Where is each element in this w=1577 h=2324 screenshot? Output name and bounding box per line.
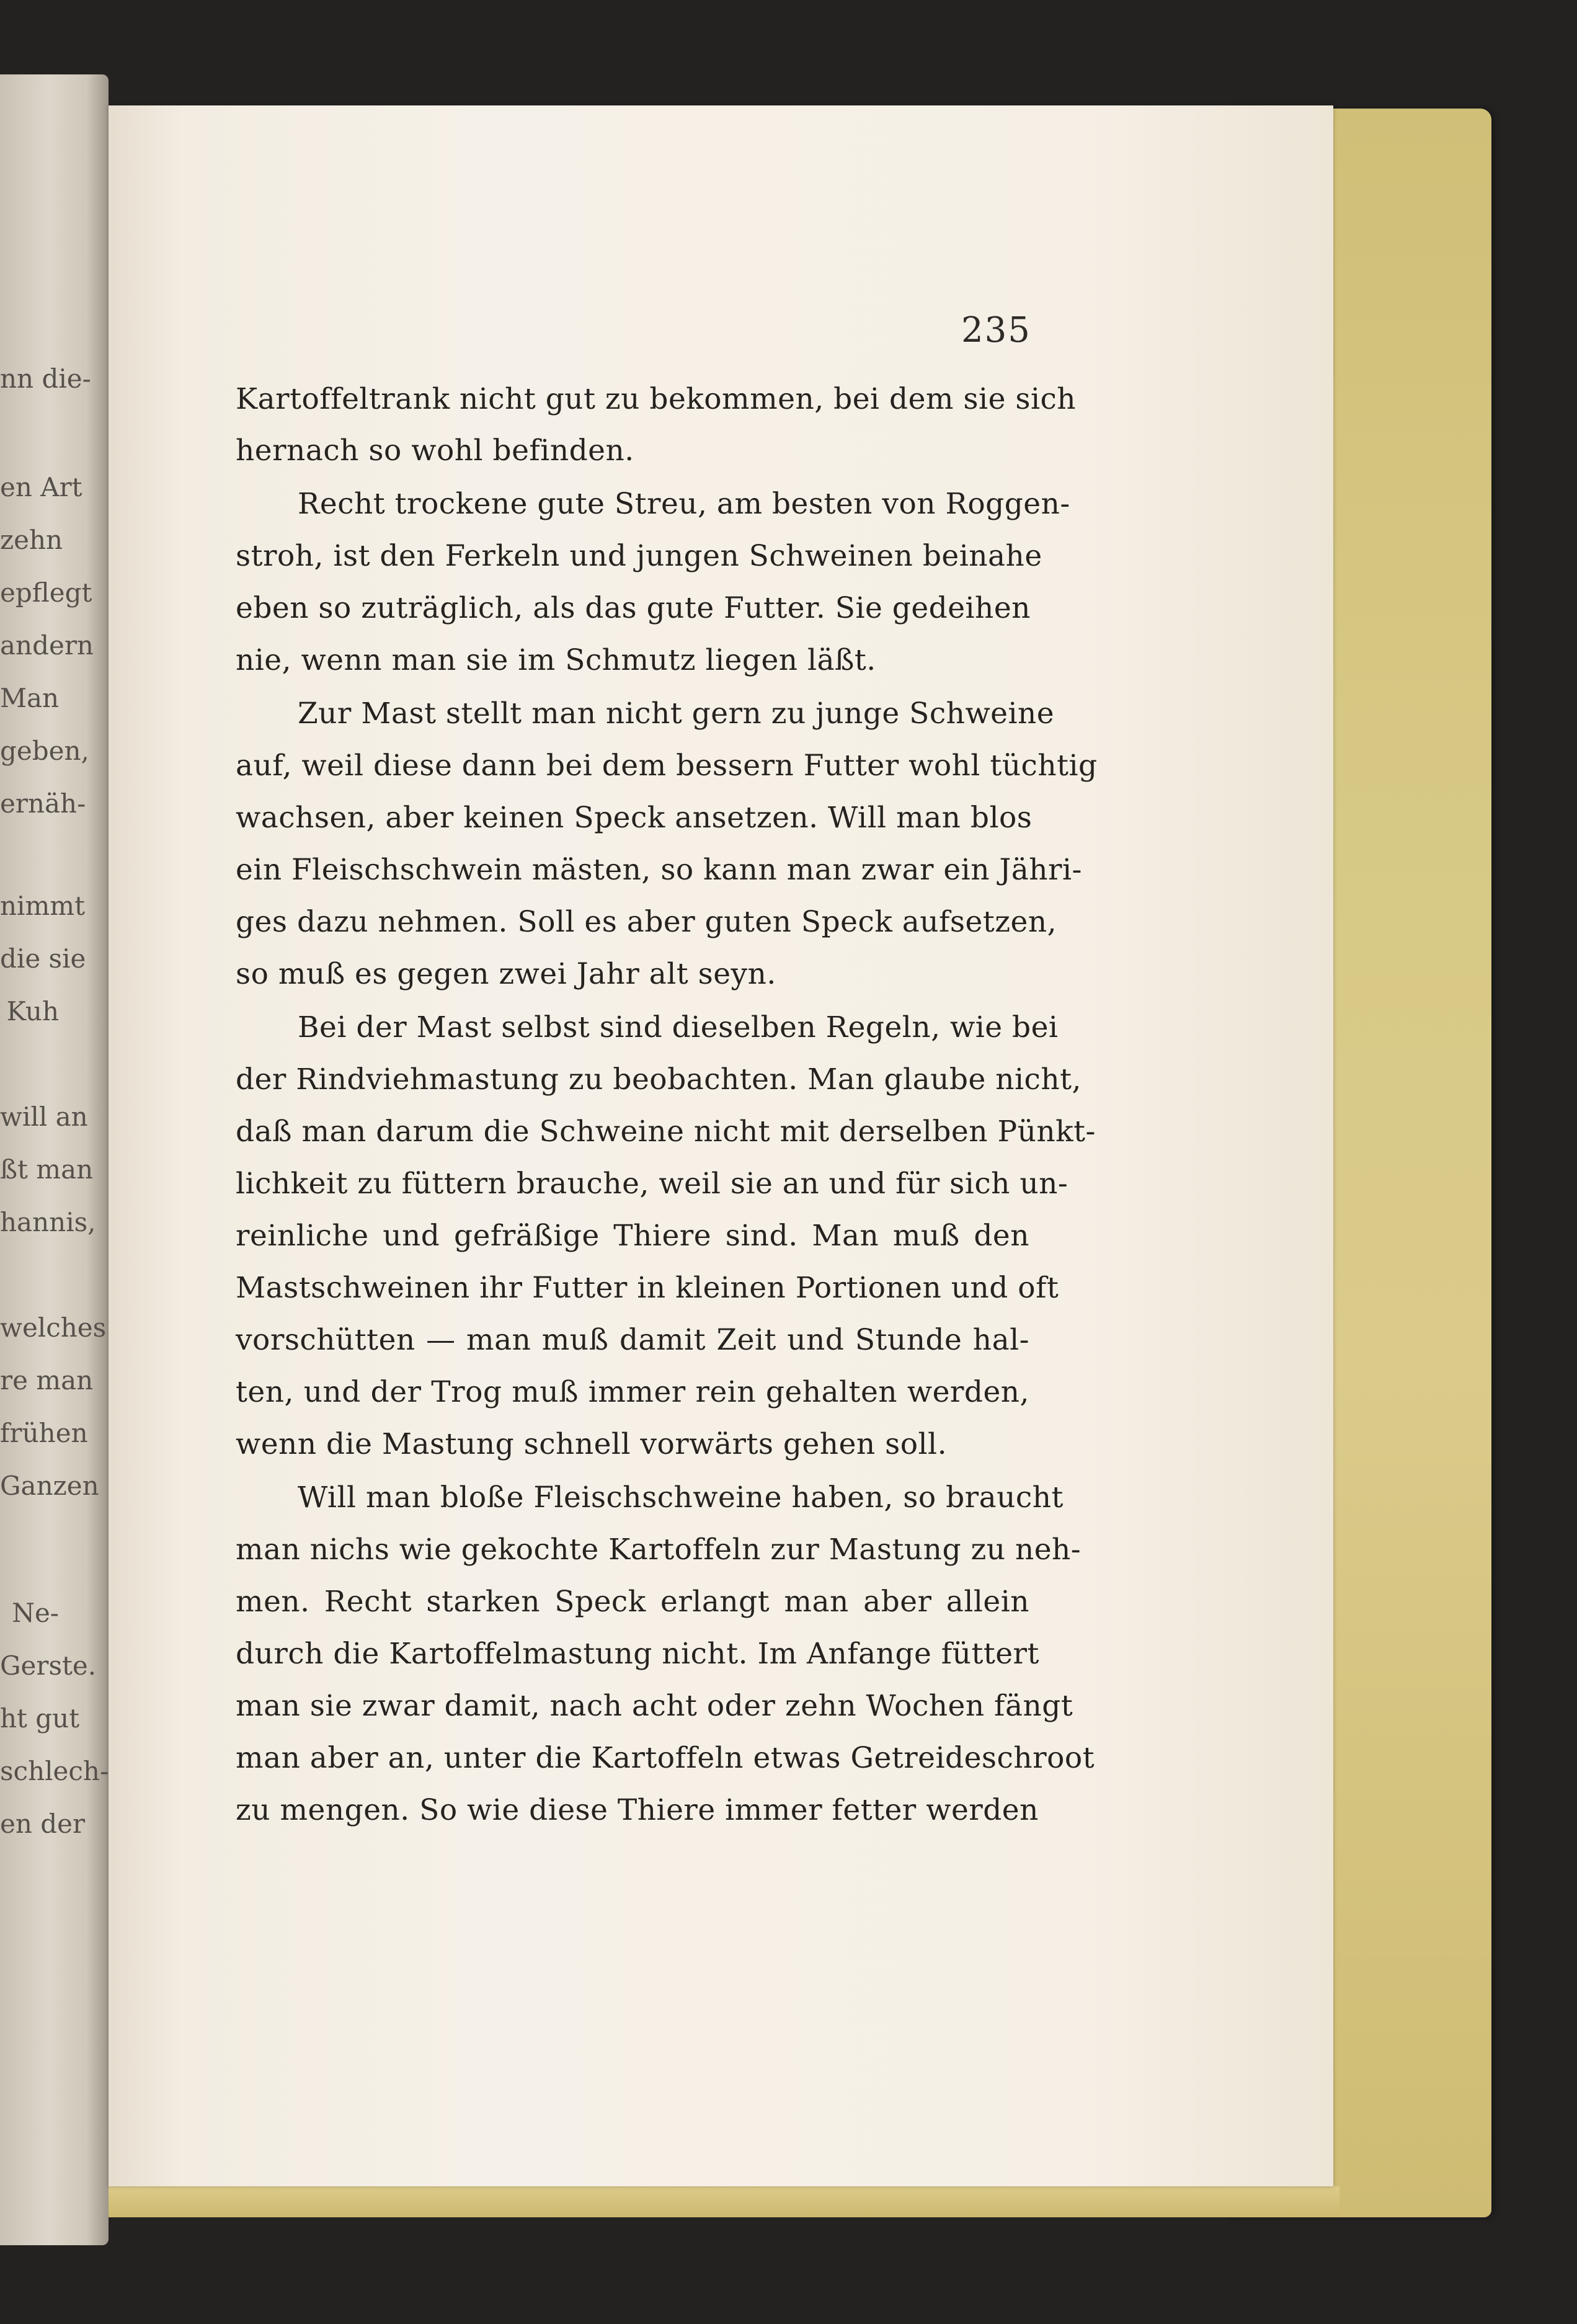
left-page-fragment: hannis, — [0, 1207, 96, 1237]
left-page-fragment: Man — [0, 683, 60, 713]
left-page-fragment: will an — [0, 1102, 88, 1132]
text-line: stroh, ist den Ferkeln und jungen Schweinen beinahe — [236, 539, 1042, 573]
left-page-fragment: frühen — [0, 1418, 88, 1448]
text-line: ges dazu nehmen. Soll es aber guten Speck aufsetzen, — [236, 905, 1057, 939]
left-page-fragment: nimmt — [0, 891, 86, 921]
text-line: Recht trockene gute Streu, am besten von Roggen- — [298, 487, 1070, 521]
text-line: Mastschweinen ihr Futter in kleinen Portionen und oft — [236, 1271, 1059, 1305]
text-line: wachsen, aber keinen Speck ansetzen. Will man blos — [236, 801, 1033, 835]
left-page-fragment: andern — [0, 630, 94, 661]
text-line: eben so zuträglich, als das gute Futter. Sie gedeihen — [236, 591, 1031, 625]
text-line: nie, wenn man sie im Schmutz liegen läßt. — [236, 643, 876, 677]
left-page-fragment: die sie — [0, 943, 86, 974]
text-line: durch die Kartoffelmastung nicht. Im Anfange füttert — [236, 1637, 1039, 1671]
text-line: ten, und der Trog muß immer rein gehalten werden, — [236, 1375, 1029, 1409]
left-page-fragment: zehn — [0, 525, 63, 555]
text-line: ein Fleischschwein mästen, so kann man zwar ein Jähri- — [236, 853, 1082, 887]
page-bottom-edge — [109, 2186, 1339, 2217]
text-line: wenn die Mastung schnell vorwärts gehen soll. — [236, 1427, 948, 1461]
left-page-fragment: nn die- — [0, 363, 91, 394]
left-page-fragment: ht gut — [0, 1703, 80, 1734]
left-page-fragment: ernäh- — [0, 788, 86, 819]
left-page-fragment: geben, — [0, 736, 89, 766]
text-line: so muß es gegen zwei Jahr alt seyn. — [236, 957, 776, 991]
left-page-fragment: en der — [0, 1809, 86, 1839]
text-line: lichkeit zu füttern brauche, weil sie an und für sich un- — [236, 1167, 1068, 1201]
left-page-fragment: re man — [0, 1365, 94, 1396]
left-page-fragment: schlech- — [0, 1756, 109, 1786]
text-line: reinliche und gefräßige Thiere sind. Man muß den — [236, 1219, 1029, 1253]
text-line: vorschütten — man muß damit Zeit und Stunde hal- — [236, 1323, 1029, 1357]
text-line: der Rindviehmastung zu beobachten. Man glaube nicht, — [236, 1062, 1082, 1097]
left-page-fragment: epflegt — [0, 577, 92, 608]
text-line: Kartoffeltrank nicht gut zu bekommen, bei dem sie sich — [236, 382, 1077, 416]
text-line: men. Recht starken Speck erlangt man aber allein — [236, 1585, 1029, 1619]
text-line: daß man darum die Schweine nicht mit derselben Pünkt- — [236, 1115, 1096, 1149]
text-line: Bei der Mast selbst sind dieselben Regeln, wie bei — [298, 1010, 1059, 1044]
left-facing-page — [0, 74, 109, 2245]
text-line: auf, weil diese dann bei dem bessern Futter wohl tüchtig — [236, 749, 1098, 783]
text-line: man nichs wie gekochte Kartoffeln zur Mastung zu neh- — [236, 1533, 1082, 1567]
left-page-fragment: en Art — [0, 472, 82, 502]
left-page-fragment: Kuh — [6, 996, 59, 1026]
text-line: man sie zwar damit, nach acht oder zehn Wochen fängt — [236, 1689, 1073, 1723]
page-number: 235 — [961, 310, 1031, 350]
text-line: man aber an, unter die Kartoffeln etwas Getreideschroot — [236, 1741, 1095, 1775]
text-line: Zur Mast stellt man nicht gern zu junge Schweine — [298, 697, 1055, 731]
left-page-fragment: Ne- — [12, 1598, 59, 1628]
left-page-fragment: ßt man — [0, 1154, 94, 1185]
left-page-fragment: Ganzen — [0, 1471, 99, 1501]
text-line: hernach so wohl befinden. — [236, 434, 634, 468]
left-page-fragment: Gerste. — [0, 1650, 97, 1681]
text-line: Will man bloße Fleischschweine haben, so braucht — [298, 1480, 1064, 1515]
left-page-fragment: welches — [0, 1312, 107, 1343]
text-line: zu mengen. So wie diese Thiere immer fetter werden — [236, 1793, 1039, 1827]
